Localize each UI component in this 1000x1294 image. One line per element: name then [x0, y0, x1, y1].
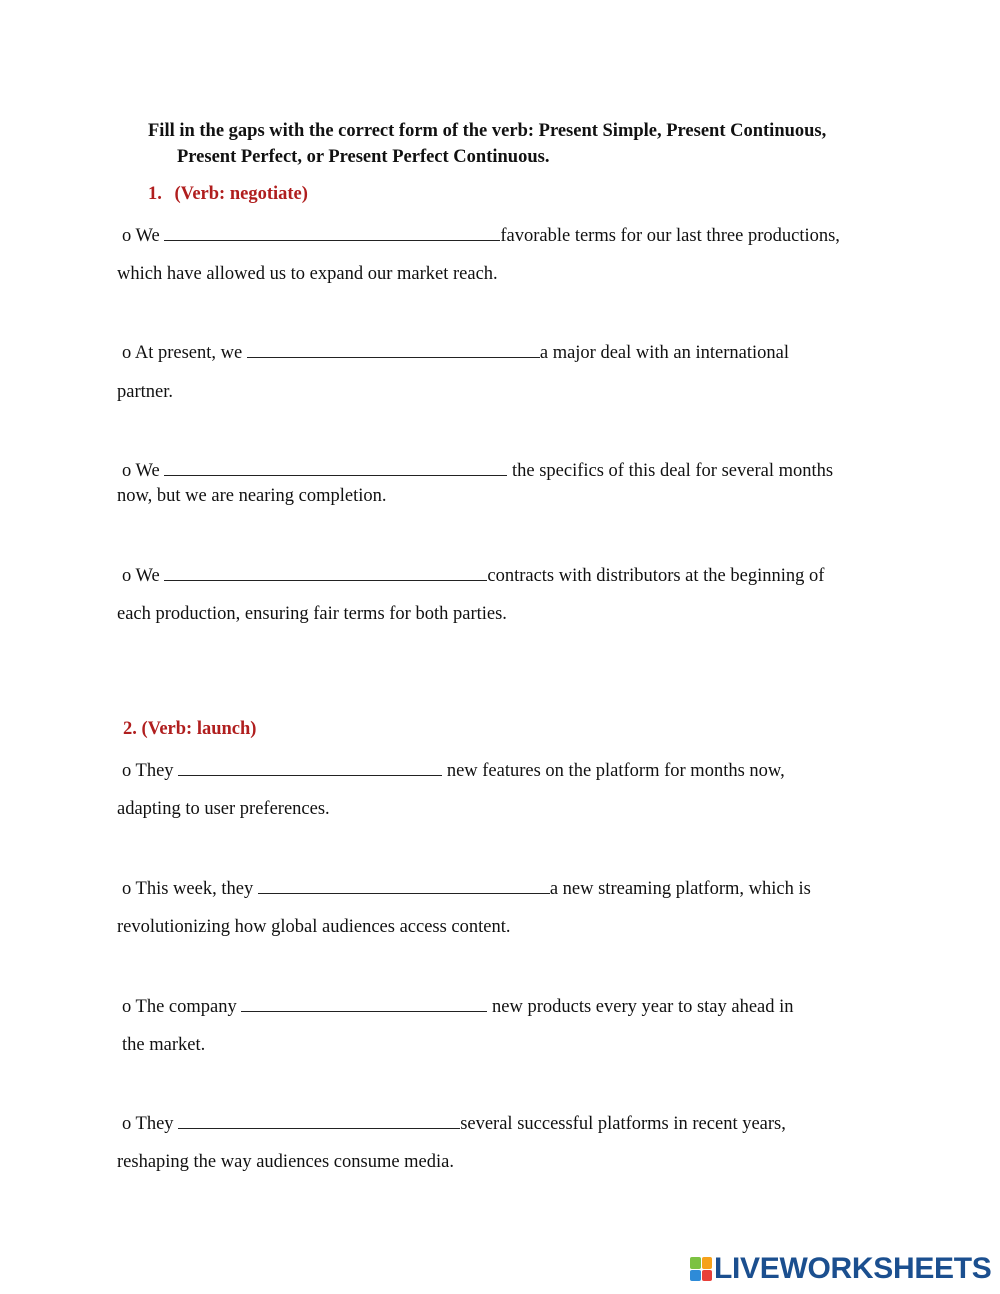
gap-2-1-input[interactable] [178, 758, 442, 776]
item-prefix: o At present, we [122, 343, 247, 363]
item-2-1-continuation: adapting to user preferences. [117, 799, 330, 819]
item-2-2 [122, 876, 811, 901]
item-1-2 [122, 340, 789, 365]
item-2-4 [122, 1111, 786, 1136]
item-prefix: o We [122, 461, 165, 481]
item-2-2-continuation: revolutionizing how global audiences access content. [117, 917, 511, 937]
logo-square-blue [690, 1270, 701, 1282]
instructions-line-2: Present Perfect, or Present Perfect Continuous. [177, 147, 550, 167]
gap-2-2-input[interactable] [258, 876, 550, 894]
section-1-number: 1. [148, 184, 162, 204]
item-1-4 [122, 563, 824, 588]
item-1-4-continuation: each production, ensuring fair terms for both parties. [117, 604, 507, 624]
section-1-heading [148, 184, 308, 205]
item-1-1-continuation: which have allowed us to expand our market reach. [117, 264, 498, 284]
item-prefix: o The company [122, 997, 242, 1017]
instructions-line-1: Fill in the gaps with the correct form of the verb: Present Simple, Present Continuous, [148, 121, 827, 141]
section-2-heading: 2. (Verb: launch) [123, 719, 257, 739]
item-2-3 [122, 994, 794, 1019]
item-suffix: favorable terms for our last three productions, [500, 226, 840, 246]
section-1-verb: (Verb: negotiate) [174, 184, 308, 204]
item-suffix: contracts with distributors at the beginning of [487, 566, 825, 586]
item-1-3 [122, 458, 833, 483]
item-1-2-continuation: partner. [117, 382, 173, 402]
gap-1-2-input[interactable] [247, 340, 540, 358]
logo-square-green [690, 1257, 701, 1269]
item-suffix: new features on the platform for months now, [442, 761, 785, 781]
gap-1-4-input[interactable] [164, 563, 487, 581]
item-suffix: the specifics of this deal for several months [507, 461, 834, 481]
gap-2-4-input[interactable] [178, 1111, 460, 1129]
item-2-4-continuation: reshaping the way audiences consume media. [117, 1152, 454, 1172]
gap-1-1-input[interactable] [164, 223, 500, 241]
item-suffix: several successful platforms in recent years, [460, 1114, 786, 1134]
item-1-1 [122, 223, 840, 248]
item-prefix: o They [122, 1114, 179, 1134]
item-prefix: o We [122, 566, 165, 586]
logo-square-red [702, 1270, 713, 1282]
liveworksheets-logo-mark-icon [690, 1257, 712, 1281]
item-suffix: new products every year to stay ahead in [487, 997, 794, 1017]
logo-square-orange [702, 1257, 713, 1269]
item-suffix: a major deal with an international [539, 343, 790, 363]
item-prefix: o They [122, 761, 179, 781]
item-suffix: a new streaming platform, which is [549, 879, 811, 899]
gap-1-3-input[interactable] [164, 458, 507, 476]
gap-2-3-input[interactable] [241, 994, 487, 1012]
item-prefix: o This week, they [122, 879, 258, 899]
item-2-1 [122, 758, 785, 783]
item-2-3-continuation: the market. [122, 1035, 206, 1055]
item-prefix: o We [122, 226, 165, 246]
liveworksheets-logo [690, 1252, 992, 1286]
liveworksheets-logo-text: LIVEWORKSHEETS [714, 1252, 992, 1285]
item-1-3-continuation: now, but we are nearing completion. [117, 486, 387, 506]
